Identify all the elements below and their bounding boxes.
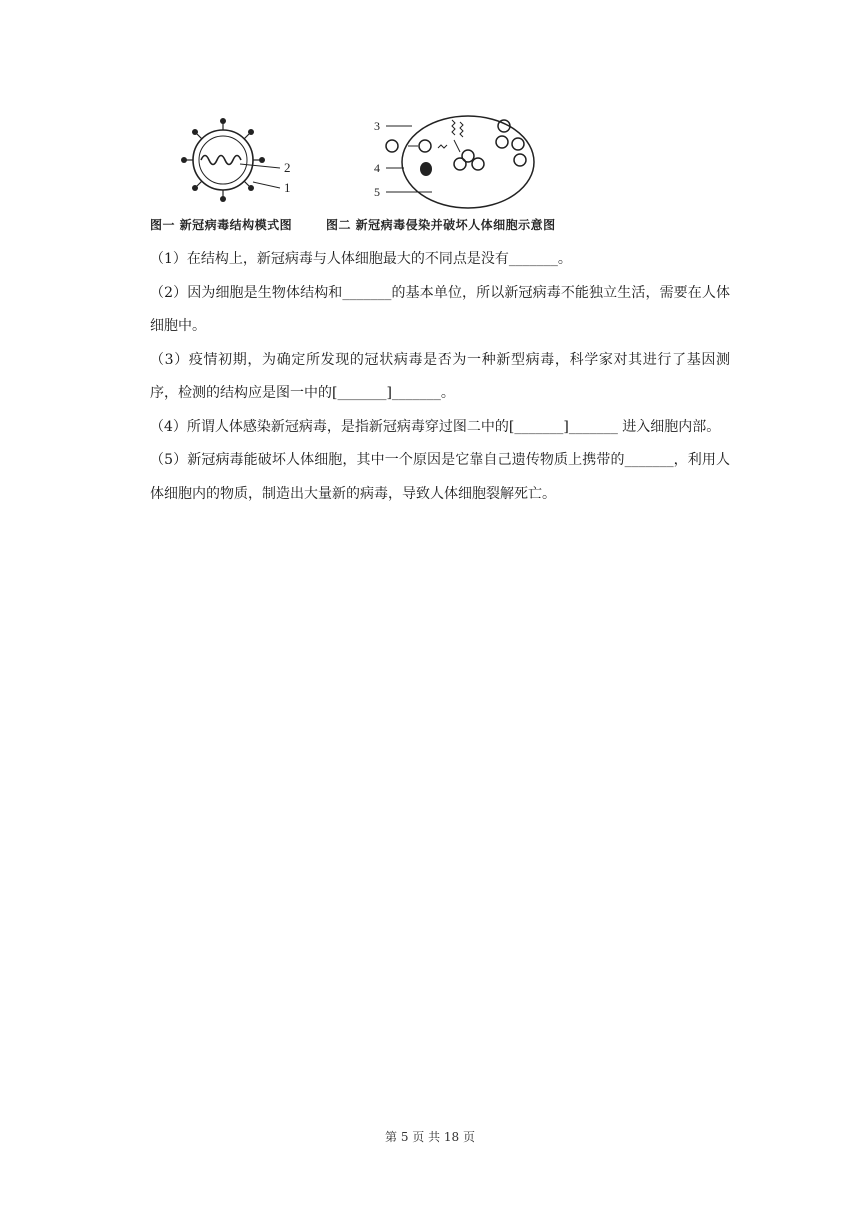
fig2-label-4: 4 [374, 161, 380, 175]
fig1-label-1: 1 [284, 180, 291, 195]
infection-diagram [368, 112, 538, 212]
figure-area [150, 112, 590, 234]
question-3: （3）疫情初期，为确定所发现的冠状病毒是否为一种新型病毒，科学家对其进行了基因测序，检测的结构应是图一中的[_______]_______。 [150, 351, 730, 401]
question-1: （1）在结构上，新冠病毒与人体细胞最大的不同点是没有_______。 [150, 251, 572, 267]
question-2: （2）因为细胞是生物体结构和_______的基本单位，所以新冠病毒不能独立生活，需要在人体细胞中。 [150, 284, 730, 334]
fig1-label-2: 2 [284, 160, 291, 175]
question-4: （4）所谓人体感染新冠病毒，是指新冠病毒穿过图二中的[_______]_______ 进入细胞内部。 [150, 418, 721, 435]
page-number: 第 5 页 共 18 页 [385, 1130, 475, 1144]
question-list [150, 243, 730, 511]
figure2-caption: 图二 新冠病毒侵染并破坏人体细胞示意图 [326, 218, 556, 232]
fig2-label-5: 5 [374, 185, 380, 199]
figure1-caption: 图一 新冠病毒结构模式图 [150, 218, 293, 232]
question-5: （5）新冠病毒能破坏人体细胞，其中一个原因是它靠自己遗传物质上携带的_______，利用人体细胞内的物质，制造出大量新的病毒，导致人体细胞裂解死亡。 [150, 452, 730, 502]
virus-structure-diagram [178, 112, 303, 207]
fig2-label-3: 3 [374, 119, 380, 133]
